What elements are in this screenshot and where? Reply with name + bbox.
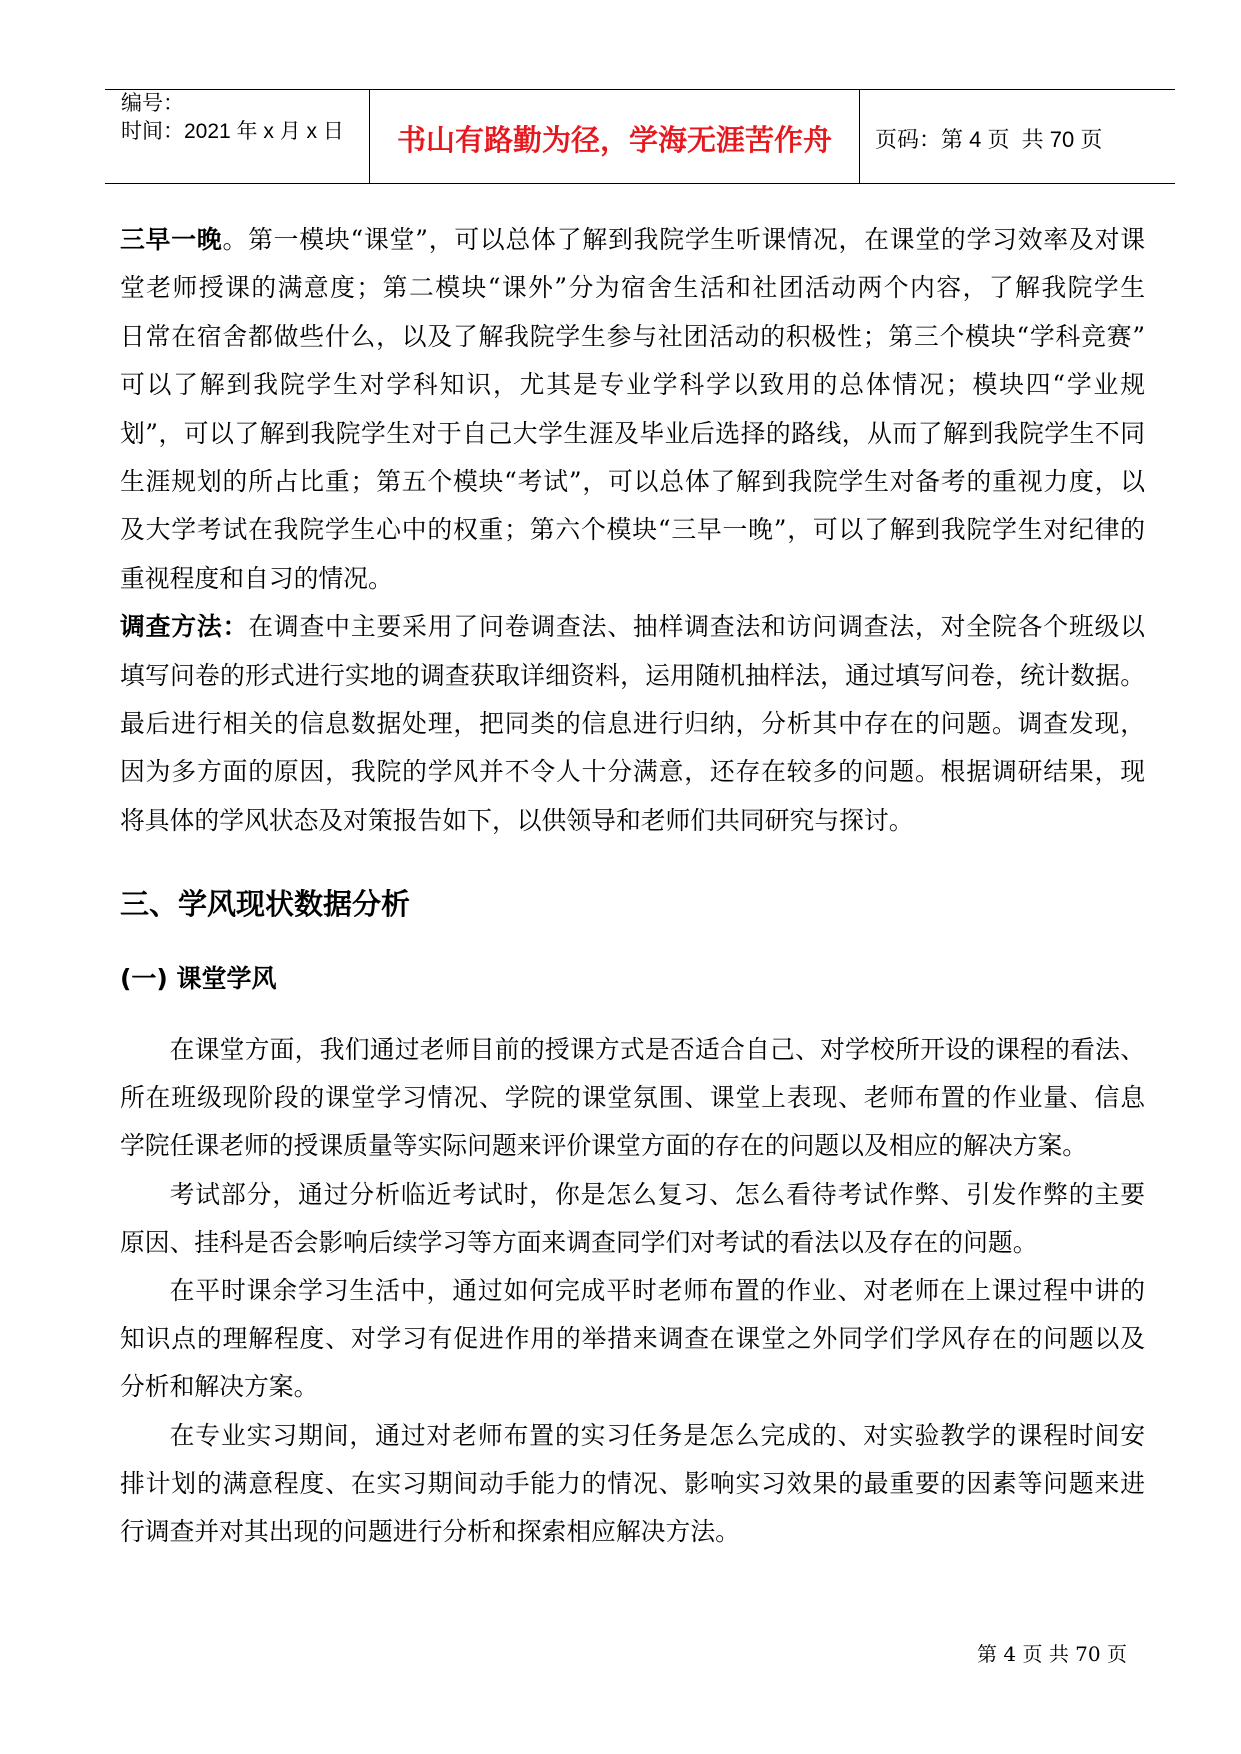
line-text: 填写问卷的形式进行实地的调查获取详细资料，运用随机抽样法，通过填写问卷，统计数据。	[120, 660, 1145, 690]
text-line	[120, 603, 1145, 651]
text-line	[120, 506, 1145, 554]
document-number-label: 编号：	[121, 92, 184, 115]
text-line	[120, 748, 1145, 796]
subsection-text-block	[120, 1026, 1145, 1556]
text-line	[120, 1508, 1145, 1556]
section-heading: 三、学风现状数据分析	[120, 887, 411, 921]
line-text: 可以了解到我院学生对学科知识，尤其是专业学科学以致用的总体情况；模块四“学业规	[120, 370, 1145, 400]
text-line	[120, 1026, 1145, 1074]
text-line	[120, 361, 1145, 409]
line-text: 行调查并对其出现的问题进行分析和探索相应解决方法。	[120, 1516, 740, 1546]
text-line	[120, 313, 1145, 361]
header-motto-cell	[369, 90, 860, 183]
body-paragraph	[120, 603, 1145, 845]
header-motto: 书山有路勤为径，学海无涯苦作舟	[396, 123, 832, 157]
text-line	[120, 1219, 1145, 1267]
line-text: 在专业实习期间，通过对老师布置的实习任务是怎么完成的、对实验教学的课程时间安	[169, 1420, 1145, 1450]
text-line	[120, 1460, 1145, 1508]
text-line	[120, 700, 1145, 748]
body-paragraph	[120, 1171, 1145, 1267]
line-text: 生涯规划的所占比重；第五个模块“考试”，可以总体了解到我院学生对备考的重视力度，以	[120, 466, 1145, 496]
header-meta-cell	[105, 90, 369, 183]
line-text: 在平时课余学习生活中，通过如何完成平时老师布置的作业、对老师在上课过程中讲的	[169, 1275, 1145, 1305]
line-text: 分析和解决方案。	[120, 1372, 319, 1402]
line-text: 学院任课老师的授课质量等实际问题来评价课堂方面的存在的问题以及相应的解决方案。	[120, 1131, 1088, 1161]
line-text: 考试部分，通过分析临近考试时，你是怎么复习、怎么看待考试作弊、引发作弊的主要	[169, 1179, 1145, 1209]
subsection-heading: (一) 课堂学风	[120, 964, 277, 993]
body-paragraph	[120, 1412, 1145, 1557]
text-line	[120, 1171, 1145, 1219]
intro-text-block	[120, 216, 1145, 845]
body-paragraph	[120, 1026, 1145, 1171]
line-text: 所在班级现阶段的课堂学习情况、学院的课堂氛围、课堂上表现、老师布置的作业量、信息	[120, 1083, 1145, 1113]
line-text: 原因、挂科是否会影响后续学习等方面来调查同学们对考试的看法以及存在的问题。	[120, 1227, 1038, 1257]
text-line	[120, 458, 1145, 506]
text-line	[120, 1074, 1145, 1122]
page-number-footer: 第 4 页 共 70 页	[977, 1642, 1127, 1666]
line-text: 排计划的满意程度、在实习期间动手能力的情况、影响实习效果的最重要的因素等问题来进	[120, 1468, 1145, 1498]
text-line	[120, 1267, 1145, 1315]
line-text: 划”，可以了解到我院学生对于自己大学生涯及毕业后选择的路线，从而了解到我院学生不同	[120, 418, 1145, 448]
text-line	[120, 555, 1145, 603]
line-text: 在课堂方面，我们通过老师目前的授课方式是否适合自己、对学校所开设的课程的看法、	[169, 1035, 1145, 1064]
line-text: 将具体的学风状态及对策报告如下，以供领导和老师们共同研究与探讨。	[120, 805, 914, 835]
line-text: 堂老师授课的满意度；第二模块“课外”分为宿舍生活和社团活动两个内容，了解我院学生	[120, 273, 1145, 303]
document-date: 时间：2021 年 x 月 x 日	[121, 120, 344, 143]
line-text: 及大学考试在我院学生心中的权重；第六个模块“三早一晚”，可以了解到我院学生对纪律的	[120, 515, 1145, 545]
line-text: 在调查中主要采用了问卷调查法、抽样调查法和访问调查法，对全院各个班级以	[248, 612, 1145, 642]
line-text: 重视程度和自习的情况。	[120, 563, 393, 593]
text-line	[120, 797, 1145, 845]
header-page-cell	[860, 90, 1175, 183]
line-text: 知识点的理解程度、对学习有促进作用的举措来调查在课堂之外同学们学风存在的问题以及	[120, 1324, 1145, 1354]
page-header-table	[105, 89, 1175, 184]
line-text: 。第一模块“课堂”，可以总体了解到我院学生听课情况，在课堂的学习效率及对课	[222, 225, 1145, 254]
text-line	[120, 410, 1145, 458]
body-paragraph	[120, 216, 1145, 603]
text-line	[120, 216, 1145, 264]
bold-lead-term: 调查方法：	[120, 612, 249, 642]
text-line	[120, 1363, 1145, 1411]
text-line	[120, 1122, 1145, 1170]
body-paragraph	[120, 1267, 1145, 1412]
line-text: 日常在宿舍都做些什么，以及了解我院学生参与社团活动的积极性；第三个模块“学科竞赛”	[120, 321, 1145, 351]
text-line	[120, 1412, 1145, 1460]
line-text: 因为多方面的原因，我院的学风并不令人十分满意，还存在较多的问题。根据调研结果，现	[120, 757, 1145, 787]
text-line	[120, 1315, 1145, 1363]
text-line	[120, 264, 1145, 312]
bold-lead-term: 三早一晚	[120, 225, 223, 254]
text-line	[120, 652, 1145, 700]
header-page-label: 页码：第 4 页 共 70 页	[875, 127, 1103, 152]
line-text: 最后进行相关的信息数据处理，把同类的信息进行归纳，分析其中存在的问题。调查发现，	[120, 708, 1145, 738]
